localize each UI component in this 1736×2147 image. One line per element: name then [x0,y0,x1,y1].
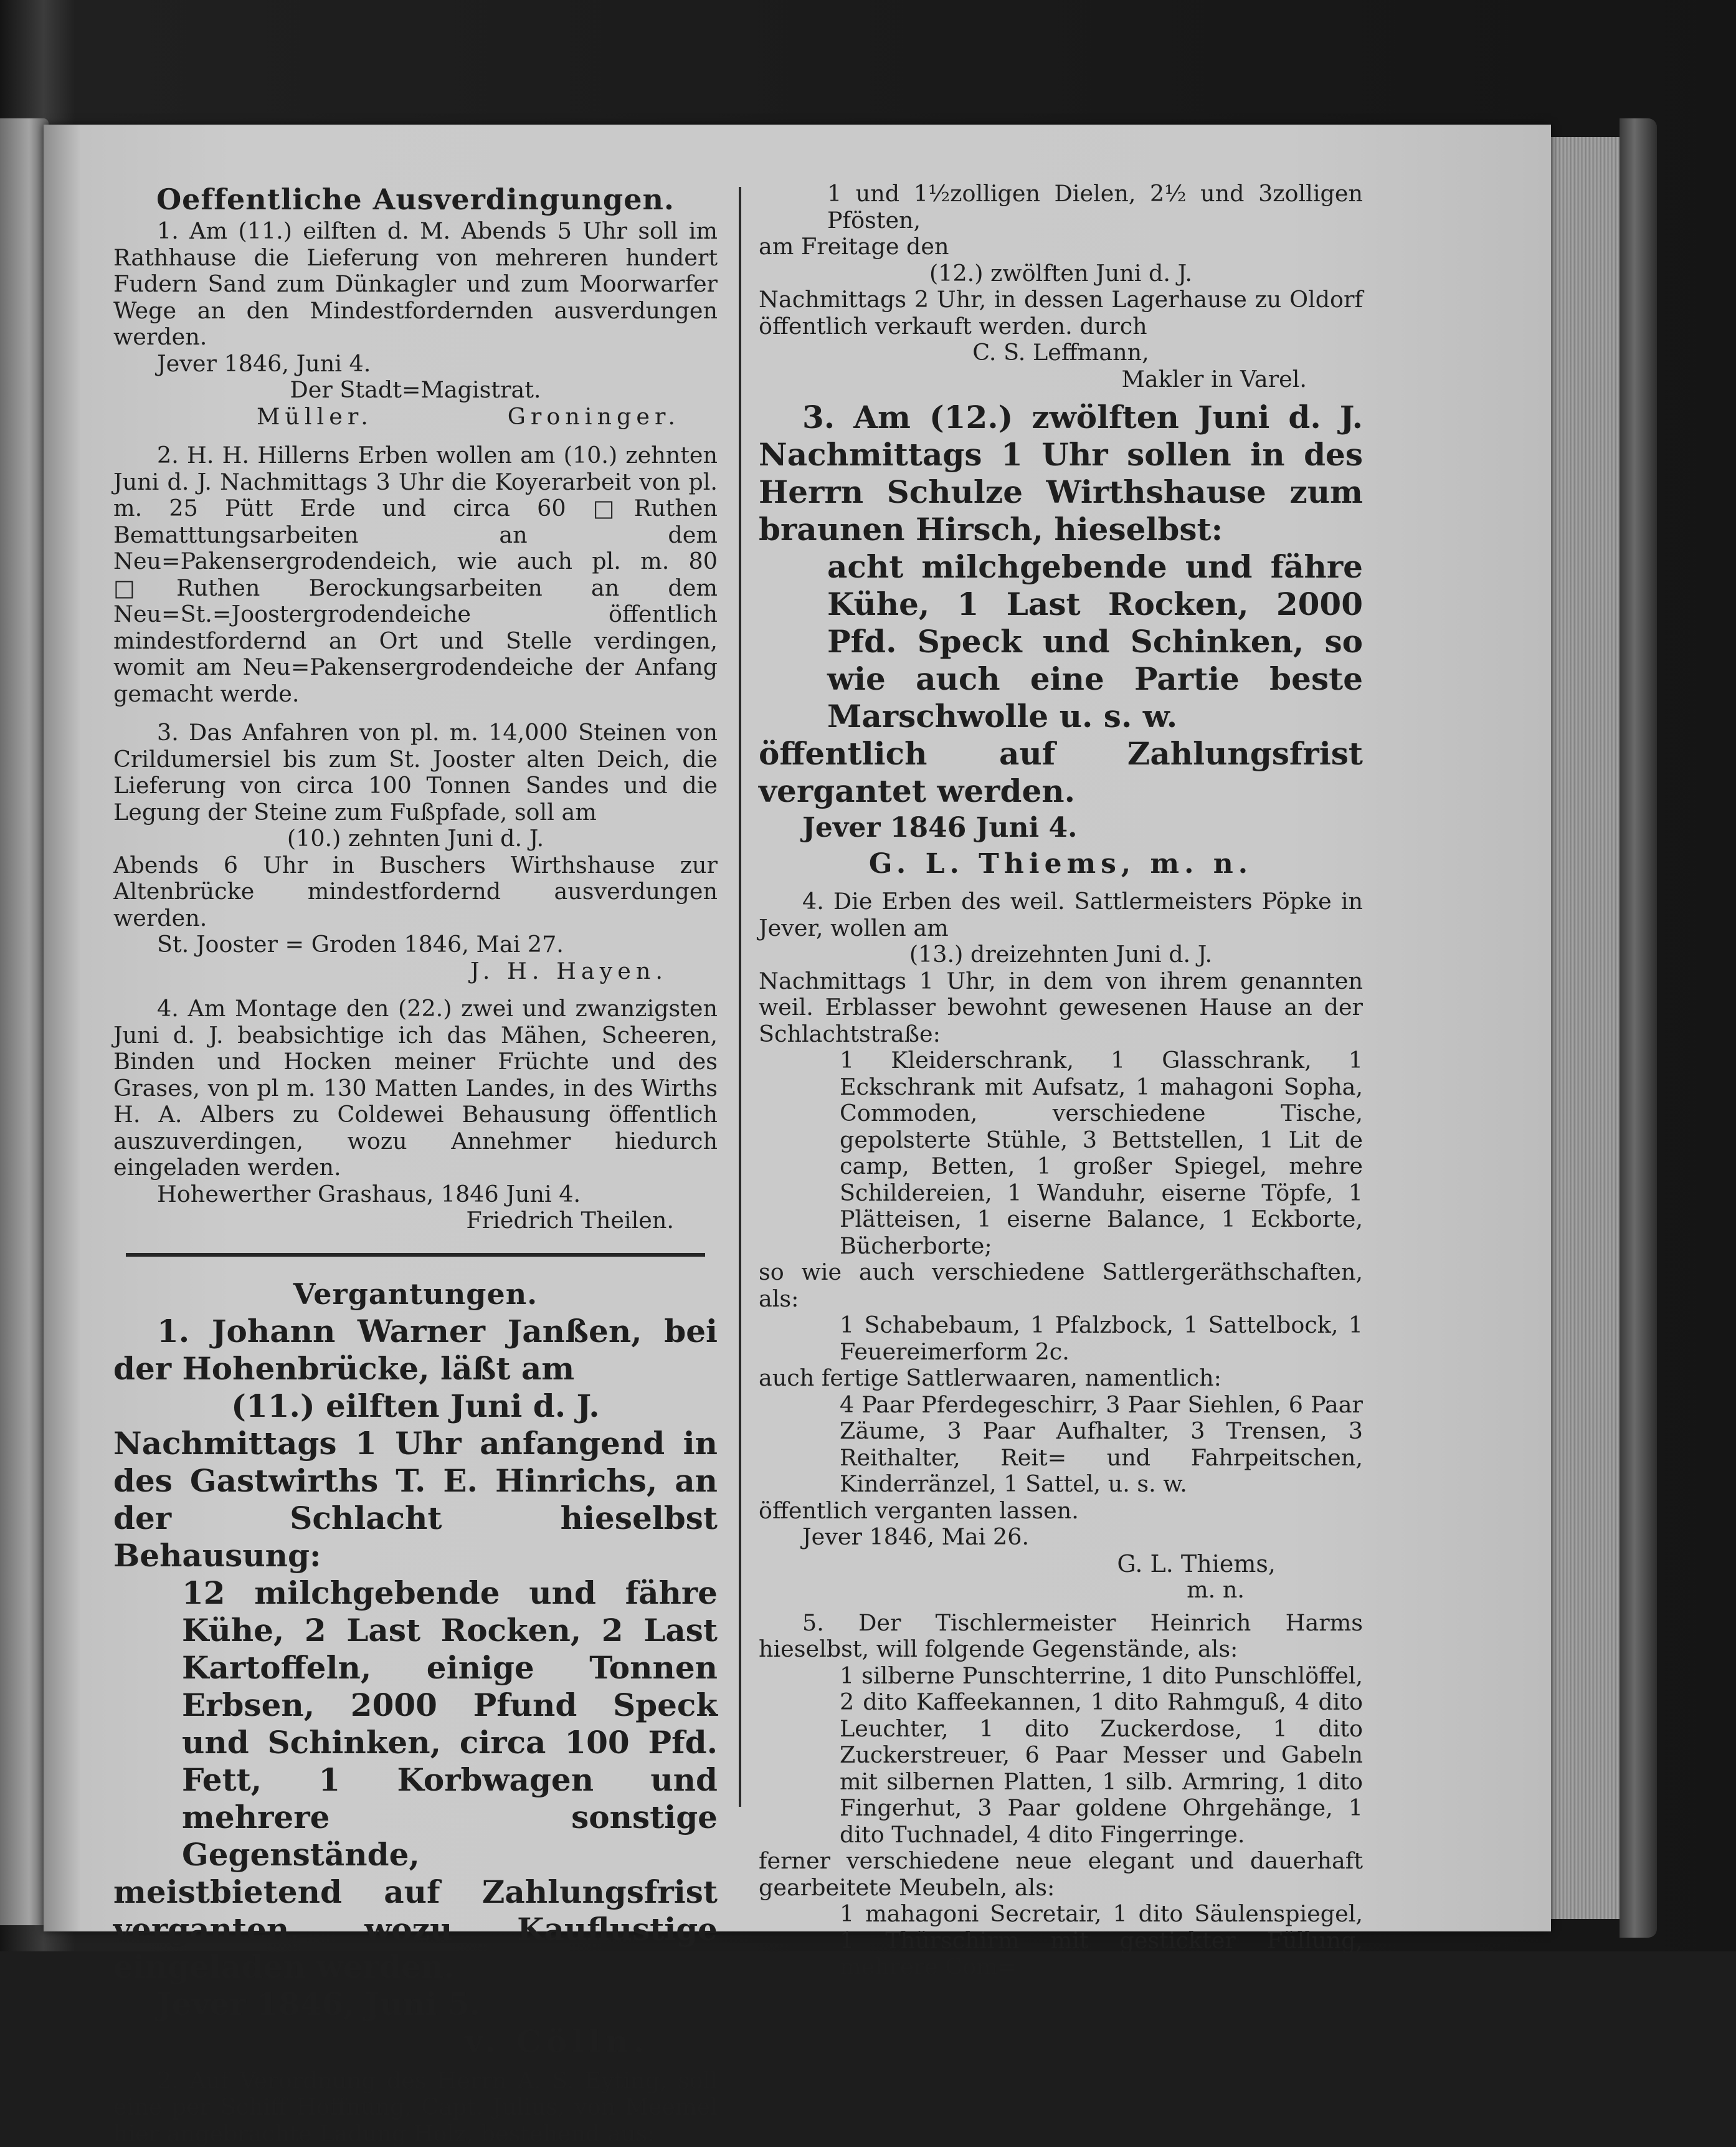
column-divider [739,187,741,1807]
auction-1-signature: v. Cölln. [113,2023,718,2060]
auction-2-text: 2. Auf Verordnung des Herrn A. S. Eyting, soll eine per Schiff Hoffnung, Capt. Julius, von Meemel hier angebrachte Ladung Holz, bestehend aus: [113,2068,718,2147]
notice-1-date: Jever 1846, Juni 4. [113,351,718,378]
book-cover-edge [1620,118,1657,1938]
auction-4-goods2: 1 Schabebaum, 1 Pfalzbock, 1 Sattelbock, 1 Feuereimerform 2c. [759,1312,1363,1365]
right-column [759,181,1363,1981]
auction-5-text2: ferner verschiedene neue elegant und dauerhaft gearbeitete Meubeln, als: [759,1848,1363,1901]
left-column [113,181,718,2147]
auction-2-cont-text: am Freitage den [759,234,1363,260]
auction-4-day: (13.) dreizehnten Juni d. J. [759,941,1363,968]
auction-3-text2: öffentlich auf Zahlungsfrist vergantet werden. [759,735,1363,810]
notice-4-text: 4. Am Montage den (22.) zwei und zwanzigsten Juni d. J. beabsichtige ich das Mähen, Scheeren, Binden und Hocken meiner Früchte und des Grases, von pl m. 130 Matten Landes, in des Wirths H. A. Albers zu Coldewei Behausung öffentlich auszuverdingen, wozu Annehmer hiedurch eingeladen werden. [113,996,718,1181]
auction-5-text: 5. Der Tischlermeister Heinrich Harms hieselbst, will folgende Gegenstände, als: [759,1610,1363,1663]
notice-1-sig-right: Groninger. [508,404,680,431]
notice-3-date: St. Jooster = Groden 1846, Mai 27. [113,931,718,958]
auction-4-goods1: 1 Kleiderschrank, 1 Glasschrank, 1 Eckschrank mit Aufsatz, 1 mahagoni Sopha, Commoden, verschiedene Tische, gepolsterte Stühle, 3 Bettstellen, 1 Lit de camp, Betten, 1 großer Spiegel, mehre Schildereien, 1 Wanduhr, eiserne Töpfe, 1 Plätteisen, 1 eiserne Balance, 1 Eckborte, Bücherborte; [759,1047,1363,1259]
notice-1-text: 1. Am (11.) eilften d. M. Abends 5 Uhr soll im Rathhause die Lieferung von mehreren hundert Fudern Sand zum Dünkagler und zum Moorwarfer Wege an den Mindestfordernden ausverdungen werden. [113,218,718,351]
previous-page-edge [0,118,49,1925]
auction-1-text2: Nachmittags 1 Uhr anfangend in des Gastwirths T. E. Hinrichs, an der Schlacht hieselbst Behausung: [113,1425,718,1574]
auction-3-text: 3. Am (12.) zwölften Juni d. J. Nachmittags 1 Uhr sollen in des Herrn Schulze Wirthshause zum braunen Hirsch, hieselbst: [759,399,1363,548]
auction-4-text: 4. Die Erben des weil. Sattlermeisters Pöpke in Jever, wollen am [759,888,1363,941]
notice-3-text2: Abends 6 Uhr in Buschers Wirthshause zur Altenbrücke mindestfordernd ausverdungen werden. [113,852,718,932]
section-title-ausverdingungen: Oeffentliche Ausverdingungen. [113,181,718,218]
auction-4-goods3: 4 Paar Pferdegeschirr, 3 Paar Siehlen, 6 Paar Zäume, 3 Paar Aufhalter, 3 Trensen, 3 Reithalter, Reit= und Fahrpeitschen, Kinderränzel, 1 Sattel, u. s. w. [759,1392,1363,1498]
auction-2-signature: C. S. Leffmann, [759,340,1363,366]
auction-2-signature-title: Makler in Varel. [759,366,1363,393]
auction-1-text3: meistbietend auf Zahlungsfrist verganten, wozu Kauflustige eingeladen werden. [113,1873,718,1986]
auction-3-goods: acht milchgebende und fähre Kühe, 1 Last Rocken, 2000 Pfd. Speck und Schinken, so wie auch eine Partie beste Marschwolle u. s. w. [759,548,1363,735]
section-rule [126,1253,705,1257]
auction-4-text4: auch fertige Sattlerwaaren, namentlich: [759,1365,1363,1392]
notice-3-day: (10.) zehnten Juni d. J. [113,826,718,852]
auction-4-text2: Nachmittags 1 Uhr, in dem von ihrem genannten weil. Erblasser bewohnt gewesenen Hause an der Schlachtstraße: [759,968,1363,1048]
auction-1-day: (11.) eilften Juni d. J. [113,1388,718,1425]
auction-2-text2: Nachmittags 2 Uhr, in dessen Lagerhause zu Oldorf öffentlich verkauft werden. durch [759,287,1363,340]
auction-1-text: 1. Johann Warner Janßen, bei der Hohenbrücke, läßt am [113,1313,718,1388]
notice-3-text: 3. Das Anfahren von pl. m. 14,000 Steinen von Crildumersiel bis zum St. Jooster alten Deich, die Lieferung von circa 100 Tonnen Sandes und die Legung der Steine zum Fußpfade, soll am [113,720,718,826]
notice-1-office: Der Stadt=Magistrat. [113,377,718,404]
section-title-vergantungen: Vergantungen. [113,1275,718,1313]
notice-3-signature: J. H. Hayen. [113,958,718,985]
auction-5-goods2: 1 mahagoni Secretair, 1 dito Säulenspiegel, 1 Thürschirm mit gestickter Füllung, mehrere Com= [759,1901,1363,1981]
notice-1-sig-left: Müller. [257,404,373,431]
auction-4-signature: G. L. Thiems, [759,1551,1363,1578]
auction-5-goods1: 1 silberne Punschterrine, 1 dito Punschlöffel, 2 dito Kaffeekannen, 1 dito Rahmguß, 4 dito Leuchter, 1 dito Zuckerdose, 1 dito Zuckerstreuer, 6 Paar Messer und Gabeln mit silbernen Platten, 1 silb. Armring, 1 dito Fingerhut, 3 Paar goldene Ohrgehänge, 1 dito Tuchnadel, 4 dito Fingerringe. [759,1663,1363,1849]
auction-3-date: Jever 1846 Juni 4. [759,810,1363,846]
auction-1-goods: 12 milchgebende und fähre Kühe, 2 Last Rocken, 2 Last Kartoffeln, einige Tonnen Erbsen, 2000 Pfund Speck und Schinken, circa 100 Pfd. Fett, 1 Korbwagen und mehrere sonstige Gegenstände, [113,1574,718,1873]
auction-4-text3: so wie auch verschiedene Sattlergeräthschaften, als: [759,1259,1363,1312]
page-stack-edge [1545,137,1626,1919]
notice-1-signatures [113,404,718,431]
auction-2-goods: 1 und 1½zolligen Dielen, 2½ und 3zolligen Pfösten, [759,181,1363,234]
auction-4-date: Jever 1846, Mai 26. [759,1524,1363,1551]
notice-4-signature: Friedrich Theilen. [113,1207,718,1234]
auction-4-signature-title: m. n. [759,1577,1363,1604]
auction-2-day: (12.) zwölften Juni d. J. [759,260,1363,287]
auction-3-signature: G. L. Thiems, m. n. [759,846,1363,882]
notice-4-date: Hohewerther Grashaus, 1846 Juni 4. [113,1181,718,1208]
auction-1-date: Jever 1846, Juni 5. [113,1986,718,2023]
notice-2-text: 2. H. H. Hillerns Erben wollen am (10.) zehnten Juni d. J. Nachmittags 3 Uhr die Koyerarbeit von pl. m. 25 Pütt Erde und circa 60 □Ruthen Bematttungsarbeiten an dem Neu=Pakensergrodendeich, wie auch pl. m. 80 □Ruthen Berockungsarbeiten an dem Neu=St.=Joostergrodendeiche öffentlich mindestfordernd an Ort und Stelle verdingen, womit am Neu=Pakensergrodendeiche der Anfang gemacht werde. [113,442,718,707]
auction-4-text5: öffentlich verganten lassen. [759,1498,1363,1525]
